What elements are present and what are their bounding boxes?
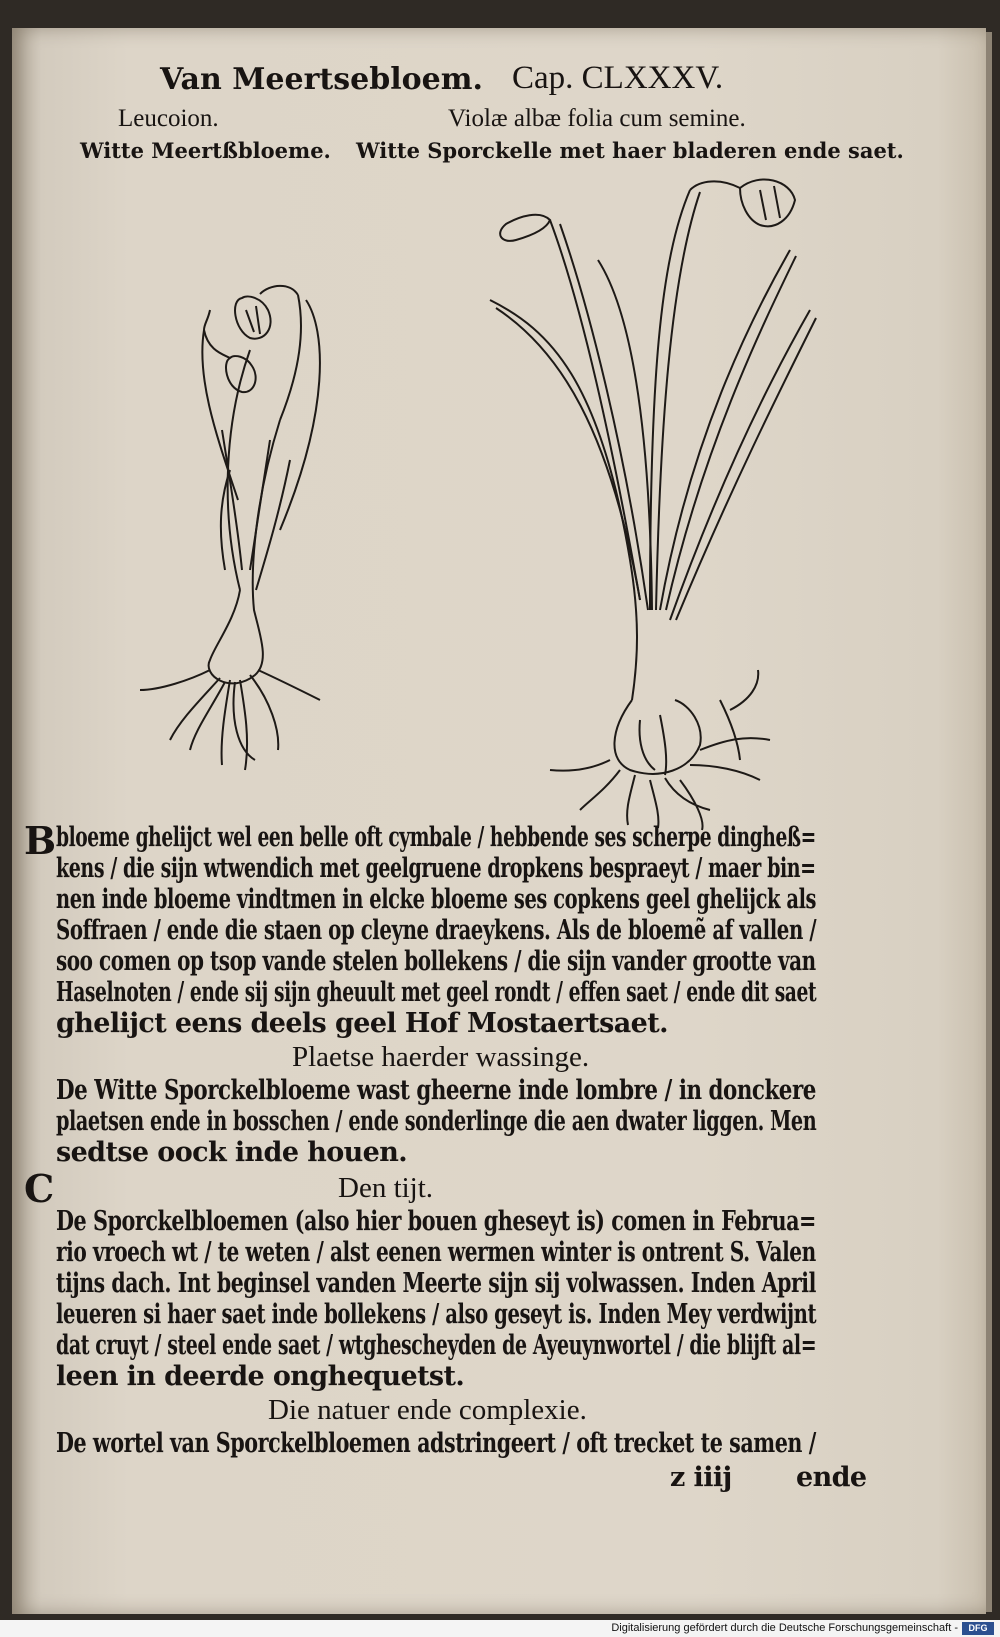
paragraph-line: De Witte Sporckelbloeme wast gheerne inde lombre / in donckere xyxy=(56,1075,816,1106)
paragraph-line: Haselnoten / ende sij sijn gheuult met geel rondt / effen saet / ende dit saet xyxy=(56,977,817,1008)
catchword: ende xyxy=(796,1462,867,1493)
caption-left-dutch: Witte Meertßbloeme. xyxy=(80,138,331,163)
page-edge xyxy=(986,32,992,1612)
paragraph-line: nen inde bloeme vindtmen in elcke bloeme ses copkens geel ghelijck als xyxy=(56,884,817,915)
paragraph-line: ghelijct eens deels geel Hof Mostaertsaet. xyxy=(56,1008,668,1039)
paragraph-line: De wortel van Sporckelbloemen adstringeert / oft trecket te samen / xyxy=(56,1428,816,1459)
paragraph-line: leen in deerde onghequetst. xyxy=(56,1361,465,1392)
chapter-number: Cap. CLXXXV. xyxy=(512,60,724,96)
digitization-footer xyxy=(0,1620,1000,1637)
dfg-logo: DFG xyxy=(962,1622,994,1635)
section-heading-nature: Die natuer ende complexie. xyxy=(268,1394,587,1426)
illustration-right-woodcut xyxy=(490,180,830,830)
footer-credit: Digitalisierung gefördert durch die Deutsche Forschungsgemeinschaft - xyxy=(611,1622,958,1634)
paragraph-line: dat cruyt / steel ende saet / wtgheschеyden de Ayeuynwortel / die blijft al= xyxy=(56,1330,817,1361)
paragraph-line: kens / die sijn wtwendich met geelgruene dropkens bespraeyt / maer bin= xyxy=(56,853,816,884)
paragraph-line: plaetsen ende in bosschen / ende sonderlinge die aen dwater liggen. Men xyxy=(56,1106,817,1137)
paragraph-line: soo comen op tsop vande stelen bollekens / die sijn vander grootte van xyxy=(56,946,816,977)
section-heading-time: Den tijt. xyxy=(338,1172,434,1204)
caption-left-latin: Leucoion. xyxy=(118,105,219,132)
initial-letter-b: B xyxy=(24,818,57,863)
signature-mark: z iiij xyxy=(670,1462,732,1493)
paragraph-line: tijns dach. Int beginsel vanden Meerte sijn sij volwassen. Inden April xyxy=(56,1268,816,1299)
running-title: Van Meertsebloem. xyxy=(160,62,483,97)
paragraph-line: bloeme ghelijct wel een belle oft cymbale / hebbende ses scherpe dingheß= xyxy=(56,822,816,853)
paragraph-line: leueren si haer saet inde bollekens / also geseyt is. Inden Mey verdwijnt xyxy=(56,1299,817,1330)
paragraph-line: rio vroech wt / te weten / alst eenen wermen winter is ontrent S. Valen xyxy=(56,1237,816,1268)
illustration-left-woodcut xyxy=(130,270,390,790)
paragraph-line: Soffraen / ende die staen op cleyne draeykens. Als de bloemẽ af vallen / xyxy=(56,915,817,946)
caption-right-latin: Violæ albæ folia cum semine. xyxy=(448,105,746,132)
paragraph-line: De Sporckelbloemen (also hier bouen gheseyt is) comen in Februa= xyxy=(56,1206,816,1237)
section-heading-place: Plaetse haerder wassinge. xyxy=(292,1041,590,1073)
initial-letter-c: C xyxy=(24,1166,55,1211)
caption-right-dutch: Witte Sporckelle met haer bladeren ende saet. xyxy=(356,138,904,163)
paragraph-line: sedtse oock inde houen. xyxy=(56,1137,408,1168)
